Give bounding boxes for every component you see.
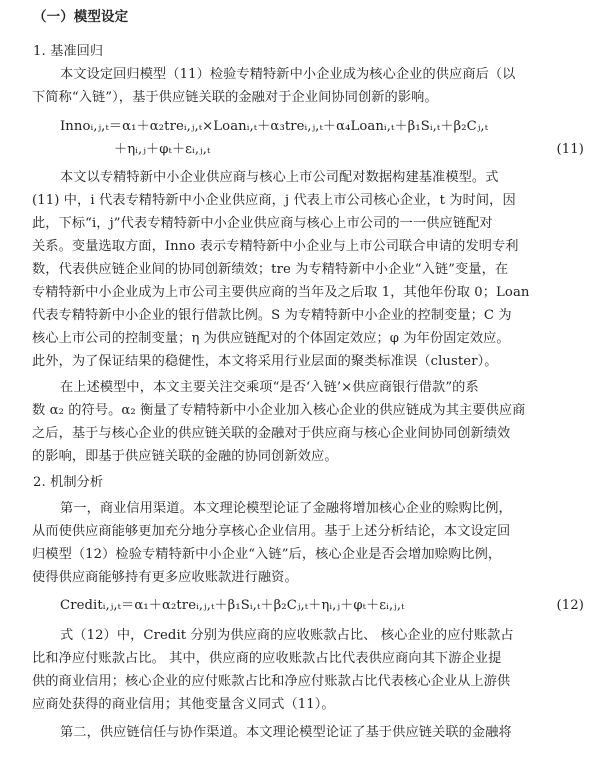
paragraph-line: 从而使供应商能够更加充分地分享核心企业信用。基于上述分析结论，本文设定回 [32, 524, 511, 539]
paragraph-line: 的影响，即基于供应链关联的金融的协同创新效应。 [32, 449, 338, 464]
paragraph-line: 归模型（12）检验专精特新中小企业“入链”后，核心企业是否会增加赊购比例， [32, 547, 502, 562]
paragraph-line: 此外，为了保证结果的稳健性，本文将采用行业层面的聚类标准误（cluster）。 [32, 354, 498, 369]
paragraph-line: 第一，商业信用渠道。本文理论模型论证了金融将增加核心企业的赊购比例， [60, 501, 512, 516]
equation-11-line1 [60, 116, 584, 138]
paragraph-line: 数，代表供应链企业间的协同创新绩效；tre 为专精特新中小企业“入链”变量，在 [32, 262, 509, 277]
paragraph-line: (11) 中，i 代表专精特新中小企业供应商，j 代表上市公司核心企业，t 为时间，因 [32, 193, 516, 208]
equation-12-body: Creditᵢ,ⱼ,ₜ＝α₁＋α₂treᵢ,ⱼ,ₜ＋β₁Sᵢ,ₜ＋β₂Cⱼ,ₜ＋ηᵢ,ⱼ＋φₜ＋εᵢ,ⱼ,ₜ [60, 598, 405, 613]
paragraph-line: 比和净应付账款占比。 其中，供应商的应收账款占比代表供应商向其下游企业提 [32, 651, 502, 666]
paragraph-line: 式（12）中，Credit 分别为供应商的应收账款占比、 核心企业的应付账款占 [60, 628, 514, 643]
section-heading: （一）模型设定 [33, 9, 129, 25]
paragraph-line: 关系。变量选取方面，Inno 表示专精特新中小企业与上市公司联合申请的发明专利 [32, 239, 519, 254]
paragraph-line: 专精特新中小企业成为上市公司主要供应商的当年及之后取 1，其他年份取 0；Loan [32, 285, 530, 300]
paragraph-line: 使得供应商能够持有更多应收账款进行融资。 [32, 570, 298, 585]
equation-11-line2 [60, 139, 584, 161]
paragraph-line: 代表专精特新中小企业的银行借款比例。S 为专精特新中小企业的控制变量；C 为 [32, 308, 512, 323]
paragraph-line: 第二，供应链信任与协作渠道。本文理论模型论证了基于供应链关联的金融将 [60, 725, 512, 740]
paragraph-line: 数 α₂ 的符号。α₂ 衡量了专精特新中小企业加入核心企业的供应链成为其主要供应商 [32, 403, 526, 418]
equation-11-continuation: ＋ηᵢ,ⱼ＋φₜ＋εᵢ,ⱼ,ₜ [114, 142, 211, 157]
paragraph-line: 应商处获得的商业信用；其他变量含义同式（11）。 [32, 697, 335, 712]
paragraph-line: 在上述模型中，本文主要关注交乘项“是否‘入链’×供应商银行借款”的系 [60, 380, 479, 395]
paragraph-line: 此，下标“i，j”代表专精特新中小企业供应商与核心上市公司的一一供应链配对 [32, 216, 493, 231]
subsection-title-baseline: 1. 基准回归 [33, 44, 104, 59]
paragraph-line: 本文以专精特新中小企业供应商与核心上市公司配对数据构建基准模型。式 [60, 170, 499, 185]
equation-number-11: (11) [556, 142, 584, 157]
paragraph-line: 核心上市公司的控制变量；η 为供应链配对的个体固定效应；φ 为年份固定效应。 [32, 331, 510, 346]
paragraph-line: 本文设定回归模型（11）检验专精特新中小企业成为核心企业的供应商后（以 [60, 67, 516, 82]
paragraph-line: 供的商业信用；核心企业的应付账款占比和净应付账款占比代表核心企业从上游供 [32, 674, 511, 689]
paragraph-line: 下简称“入链”），基于供应链关联的金融对于企业间协同创新的影响。 [32, 90, 438, 105]
subsection-title-mechanism: 2. 机制分析 [33, 475, 104, 490]
equation-12-line [60, 595, 584, 617]
paragraph-line: 之后，基于与核心企业的供应链关联的金融对于供应商与核心企业间协同创新绩效 [32, 426, 511, 441]
equation-number-12: (12) [556, 598, 584, 613]
equation-11-body: Innoᵢ,ⱼ,ₜ＝α₁＋α₂treᵢ,ⱼ,ₜ×Loanᵢ,ₜ＋α₃treᵢ,ⱼ,ₜ＋α₄Loanᵢ,ₜ＋β₁Sᵢ,ₜ＋β₂Cⱼ,ₜ [60, 119, 489, 134]
